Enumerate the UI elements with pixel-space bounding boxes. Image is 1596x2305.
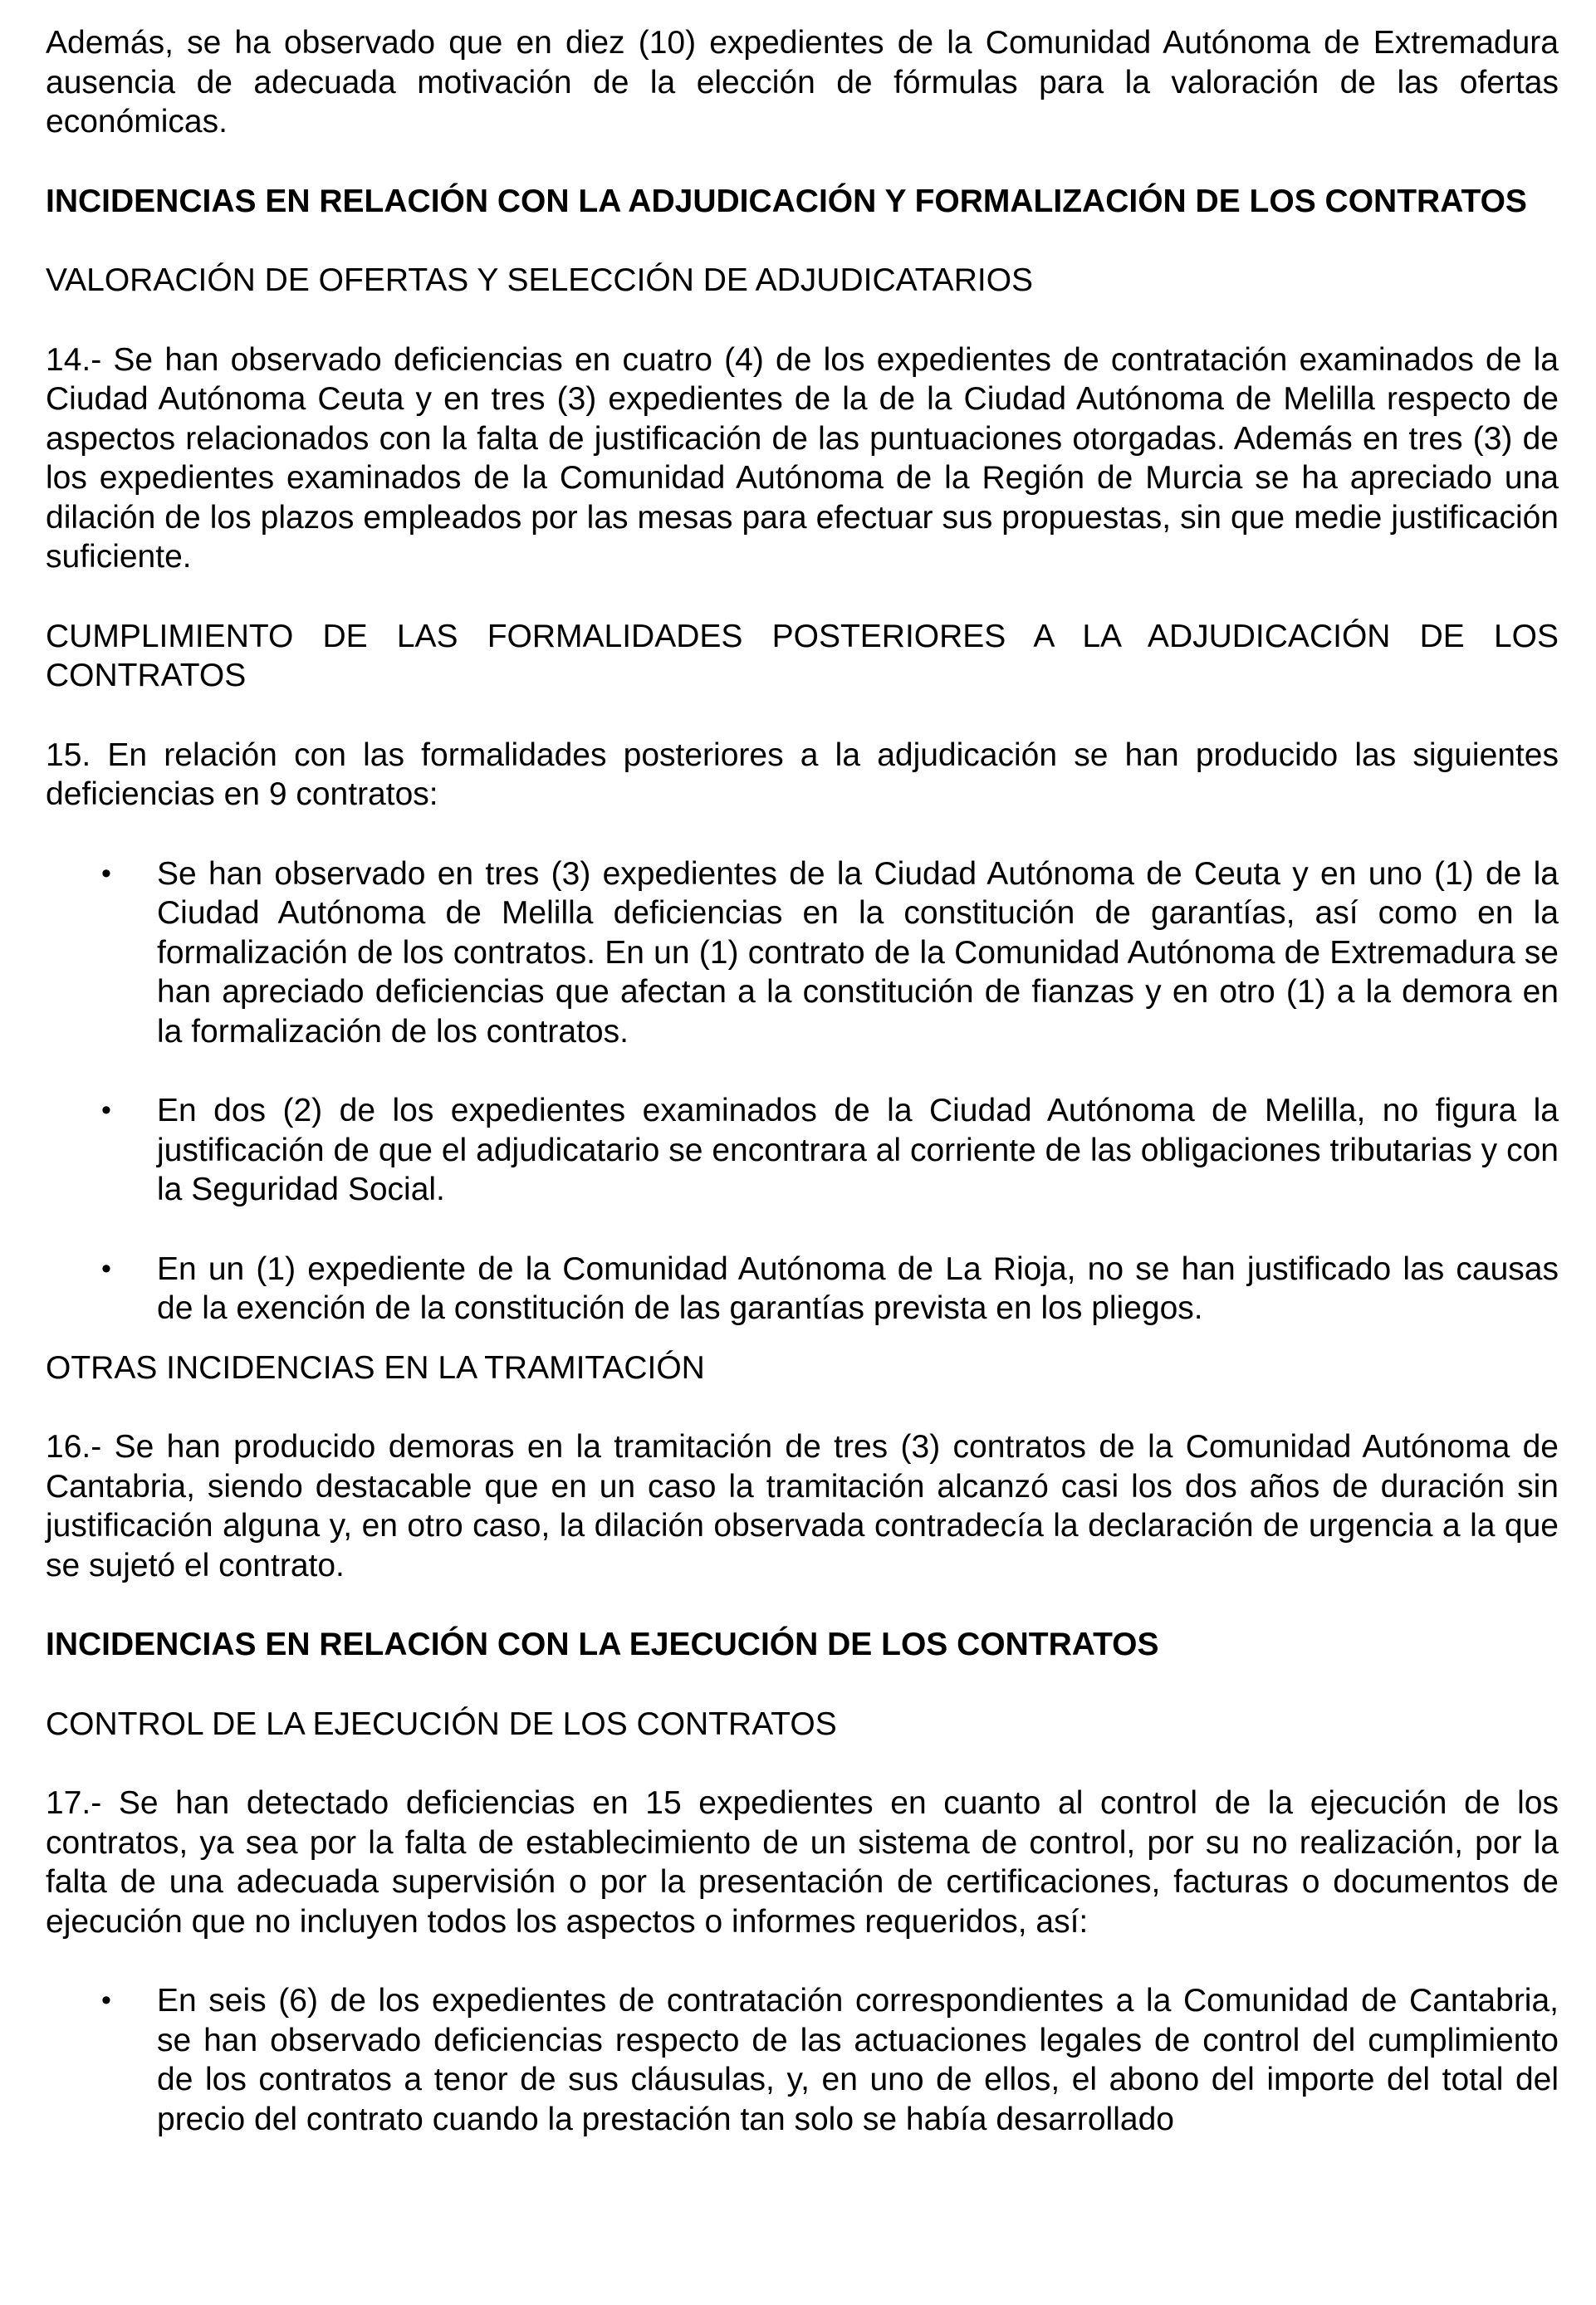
paragraph-16: 16.- Se han producido demoras en la tramitación de tres (3) contratos de la Comunidad Autónoma de Cantabria, siendo destacable que en un caso la tramitación alcanzó casi los dos años de duración sin justificación alguna y, en otro caso, la dilación observada contradecía la declaración de urgencia a la que se sujetó el contrato. [46,1429,1559,1583]
heading-adjudicacion: INCIDENCIAS EN RELACIÓN CON LA ADJUDICACIÓN Y FORMALIZACIÓN DE LOS CONTRATOS [46,183,1527,219]
subheading-valoracion: VALORACIÓN DE OFERTAS Y SELECCIÓN DE ADJUDICATARIOS [46,262,1034,298]
list-item [46,1250,1559,1329]
paragraph-15: 15. En relación con las formalidades posteriores a la adjudicación se han producido las siguientes deficiencias en 9 contratos: [46,737,1559,812]
bullet-list-15 [46,854,1559,1329]
bullet-list-17 [46,1981,1559,2139]
bullet-icon: • [101,857,111,889]
subheading-otras: OTRAS INCIDENCIAS EN LA TRAMITACIÓN [46,1349,705,1386]
heading-ejecucion: INCIDENCIAS EN RELACIÓN CON LA EJECUCIÓN DE LOS CONTRATOS [46,1627,1159,1662]
bullet-icon: • [101,1252,111,1285]
list-item-text: En dos (2) de los expedientes examinados de la Ciudad Autónoma de Melilla, no figura la justificación de que el adjudicatario se encontrara al corriente de las obligaciones tributarias y con la Seguridad Social. [157,1093,1559,1207]
bullet-icon: • [101,1094,111,1126]
paragraph-intro: Además, se ha observado que en diez (10) expedientes de la Comunidad Autónoma de Extremadura ausencia de adecuada motivación de la elección de fórmulas para la valoración de las ofertas económicas. [46,25,1559,139]
bullet-icon: • [101,1984,111,2016]
paragraph-14: 14.- Se han observado deficiencias en cuatro (4) de los expedientes de contratación examinados de la Ciudad Autónoma Ceuta y en tres (3) expedientes de la de la Ciudad Autónoma de Melilla respecto de aspectos relacionados con la falta de justificación de las puntuaciones otorgadas. Además en tres (3) de los expedientes examinados de la Comunidad Autónoma de la Región de Murcia se ha apreciado una dilación de los plazos empleados por las mesas para efectuar sus propuestas, sin que medie justificación suficiente. [46,341,1559,575]
paragraph-17: 17.- Se han detectado deficiencias en 15 expedientes en cuanto al control de la ejecución de los contratos, ya sea por la falta de establecimiento de un sistema de control, por su no realización, por la falta de una adecuada supervisión o por la presentación de certificaciones, facturas o documentos de ejecución que no incluyen todos los aspectos o informes requeridos, así: [46,1785,1559,1940]
subheading-cumplimiento: CUMPLIMIENTO DE LAS FORMALIDADES POSTERIORES A LA ADJUDICACIÓN DE LOS CONTRATOS [46,618,1559,693]
list-item-text: Se han observado en tres (3) expedientes de la Ciudad Autónoma de Ceuta y en uno (1) de la Ciudad Autónoma de Melilla deficiencias en la constitución de garantías, así como en la formalización de los contratos. En un (1) contrato de la Comunidad Autónoma de Extremadura se han apreciado deficiencias que afectan a la constitución de fianzas y en otro (1) a la demora en la formalización de los contratos. [157,855,1559,1050]
list-item-text: En seis (6) de los expedientes de contratación correspondientes a la Comunidad de Cantabria, se han observado deficiencias respecto de las actuaciones legales de control del cumplimiento de los contratos a tenor de sus cláusulas, y, en uno de ellos, el abono del importe del total del precio del contrato cuando la prestación tan solo se había desarrollado [157,1983,1559,2137]
subheading-control: CONTROL DE LA EJECUCIÓN DE LOS CONTRATOS [46,1706,837,1742]
list-item [46,854,1559,1052]
list-item-text: En un (1) expediente de la Comunidad Autónoma de La Rioja, no se han justificado las causas de la exención de la constitución de las garantías prevista en los pliegos. [157,1250,1559,1326]
list-item [46,1091,1559,1210]
document-page [46,23,1559,2139]
list-item [46,1981,1559,2139]
